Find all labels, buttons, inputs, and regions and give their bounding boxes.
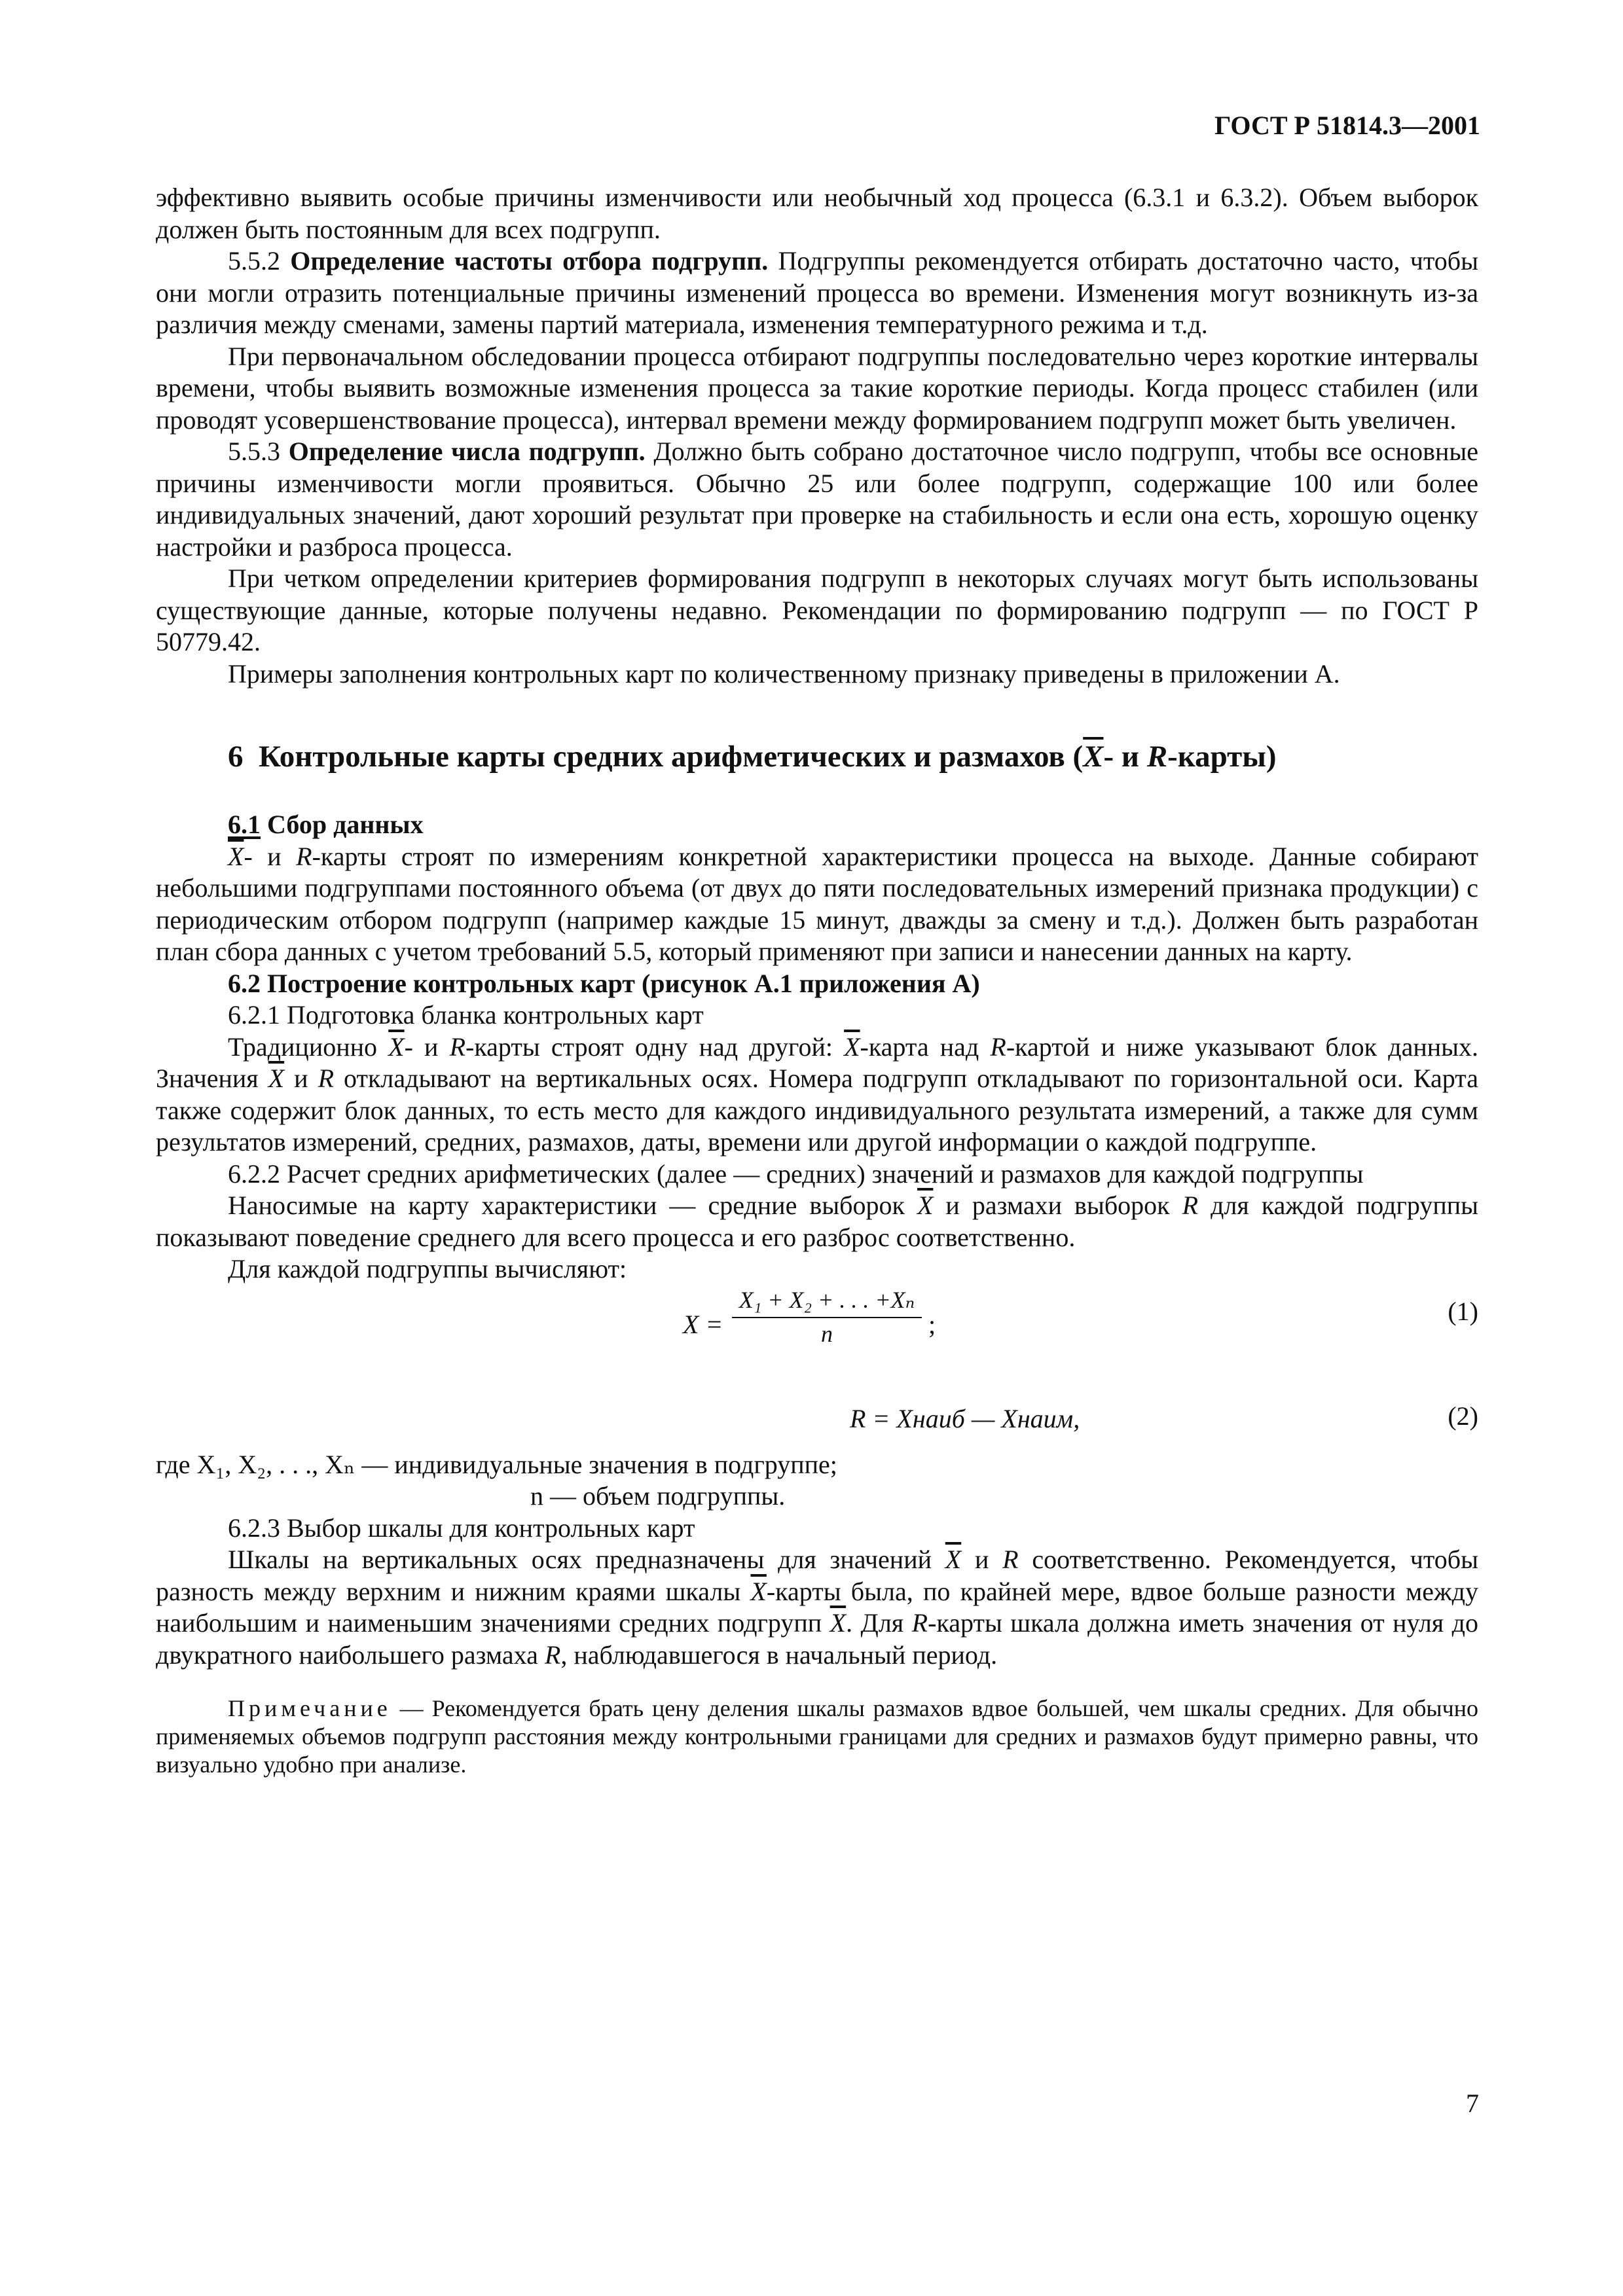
formula-number: (2) <box>1448 1401 1478 1431</box>
note-text: — Рекомендуется брать цену деления шкалы размахов вдвое большей, чем шкалы средних. Для обычно применяемых объемов подгрупп расстояния между контрольными границами для средних и размахов будут примерно равны, что визуально удобно при анализе. <box>156 1695 1478 1778</box>
paragraph: Примеры заполнения контрольных карт по количественному признаку приведены в приложении А. <box>228 658 1340 689</box>
clause-5-5-2 <box>156 245 1478 341</box>
subsection-6-2-heading: 6.2 Построение контрольных карт (рисунок А.1 приложения А) <box>228 968 980 998</box>
clause-text: Должно быть собрано достаточное число подгрупп, чтобы все основные причины изменчивости могли проявиться. Обычно 25 или более подгрупп, содержащие 100 или более индивидуальных значений, дают хороший результат при проверке на стабильность и если она есть, хорошую оценку настройки и разброса процесса. <box>156 437 1478 562</box>
formula-tail: ; <box>928 1309 936 1339</box>
clause-6-2-1-text: Традиционно $\overline{X}-$ и R-карты строят одну над другой: $\overline{X}$-карта над R-картой и ниже указывают блок данных. Значения $\overline{X}$ и R откладывают на вертикальных осях. Номера подгрупп откладывают по горизонтальной оси. Карта также содержит блок данных, то есть место для каждого индивидуального результата измерений, а также для сумм результатов измерений, средних, размахов, даты, времени или другой информации о каждой подгруппе. <box>156 1031 1479 1157</box>
formula-fraction <box>732 1285 922 1348</box>
clause-6-2-3-text: Шкалы на вертикальных осях предназначены для значений $\overline{X}$ и R соответственно. Рекомендуется, чтобы разность между верхним и нижним краями шкалы $\overline{X}$-карты была, по крайней мере, вдвое больше разности между наибольшим и наименьшим значениями средних подгрупп $\overline{X}$. Для R-карты шкала должна иметь значения от нуля до двукратного наибольшего размаха R, наблюдавшегося в начальный период. <box>156 1545 1479 1670</box>
clause-5-5-3 <box>156 436 1478 563</box>
clause-number: 5.5.3 <box>228 437 280 466</box>
formula-numerator: X₁ + X₂ + . . . +Xₙ <box>739 1286 915 1313</box>
formula-number: (1) <box>1448 1296 1478 1326</box>
clause-title: Определение числа подгрупп. <box>288 437 646 466</box>
main-text-column <box>156 182 1478 1779</box>
clause-text: Подгруппы рекомендуется отбирать достаточно часто, чтобы они могли отразить потенциальные причины изменений процесса во времени. Изменения могут возникнуть из-за различия между сменами, замены партий материала, изменения температурного режима и т.д. <box>156 246 1478 339</box>
paragraph-continuation: эффективно выявить особые причины изменчивости или необычный ход процесса (6.3.1 и 6.3.2). Объем выборок должен быть постоянным для всех подгрупп. <box>156 183 1478 244</box>
where-line-2: n — объем подгруппы. <box>530 1481 786 1511</box>
formula-2 <box>156 1390 1478 1449</box>
subsection-6-1-heading: 6.1 Сбор данных <box>228 810 424 839</box>
document-id-header: ГОСТ Р 51814.3—2001 <box>1214 111 1480 140</box>
clause-6-2-2-heading: 6.2.2 Расчет средних арифметических (далее — средних) значений и размахов для каждой подгруппы <box>228 1158 1364 1189</box>
paragraph: При четком определении критериев формирования подгрупп в некоторых случаях могут быть использованы существующие данные, которые получены недавно. Рекомендации по формированию подгрупп — по ГОСТ Р 50779.42. <box>156 564 1478 656</box>
subsection-6-1-text: $\overline{X}-$ и R-карты строят по измерениям конкретной характеристики процесса на выходе. Данные собирают небольшими подгруппами постоянного объема (от двух до пяти последовательных измерений признака продукции) с периодическим отбором подгрупп (например каждые 15 минут, дважды за смену и т.д.). Должен быть разработан план сбора данных с учетом требований 5.5, который применяют при записи и нанесении данных на карту. <box>156 841 1478 966</box>
formula-1 <box>156 1285 1478 1364</box>
paragraph: Для каждой подгруппы вычисляют: <box>228 1254 627 1283</box>
clause-number: 5.5.2 <box>228 246 280 276</box>
paragraph: При первоначальном обследовании процесса отбирают подгруппы последовательно через короткие интервалы времени, чтобы выявить возможные изменения процесса за такие короткие периоды. Когда процесс стабилен (или проводят усовершенствование процесса), интервал времени между формированием подгрупп может быть увеличен. <box>156 341 1478 435</box>
note <box>156 1695 1478 1779</box>
fraction-bar <box>732 1317 922 1318</box>
clause-6-2-2-text: Наносимые на карту характеристики — средние выборок $\overline{X}$ и размахи выборок R для каждой подгруппы показывают поведение среднего для всего процесса и его разброс соответственно. <box>156 1191 1479 1252</box>
formula-denominator: n <box>821 1320 833 1347</box>
formula-expression: R = Xнаиб — Xнаим, <box>850 1403 1080 1433</box>
page-number: 7 <box>1466 2089 1479 2118</box>
formula-lhs: X = <box>683 1309 723 1339</box>
clause-title: Определение частоты отбора подгрупп. <box>290 246 769 276</box>
clause-6-2-1-heading: 6.2.1 Подготовка бланка контрольных карт <box>228 1000 704 1030</box>
clause-6-2-3-heading: 6.2.3 Выбор шкалы для контрольных карт <box>228 1513 695 1543</box>
section-6-heading: 6 Контрольные карты средних арифметических и размахов ($\overline{X}-$ и R-карты) <box>228 740 1277 774</box>
where-line-1: где X₁, X₂, . . ., Xₙ — индивидуальные значения в подгруппе; <box>156 1449 837 1479</box>
note-label: Примечание <box>228 1695 392 1721</box>
